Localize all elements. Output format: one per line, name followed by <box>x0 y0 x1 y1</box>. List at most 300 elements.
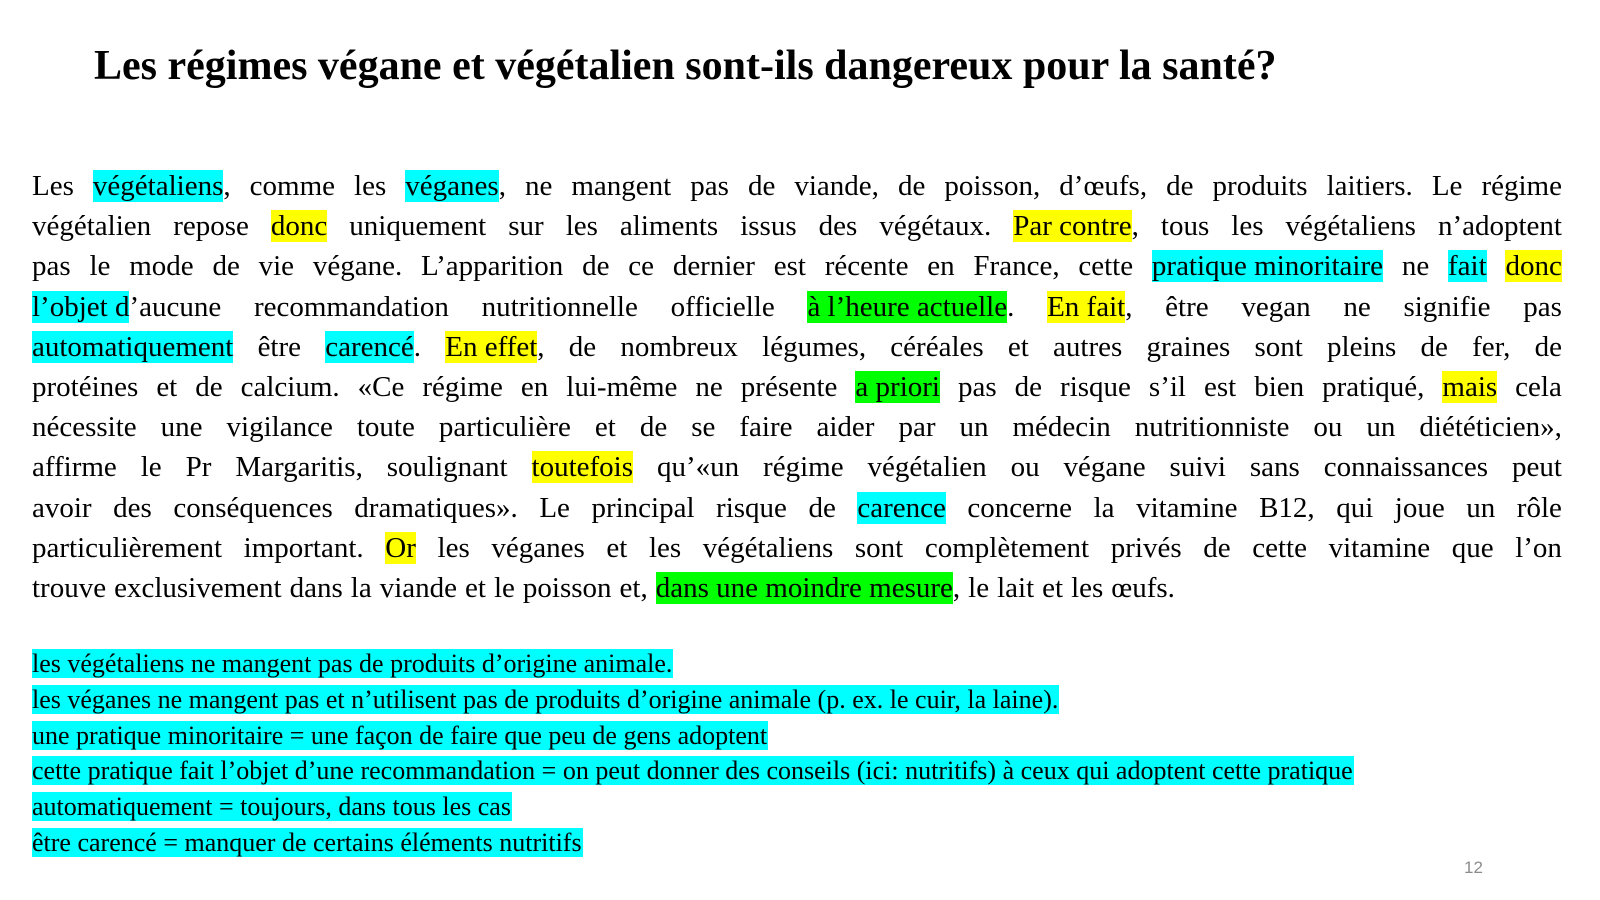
paragraph-word <box>1135 407 1290 447</box>
paragraph-word <box>532 447 634 487</box>
text-segment: être <box>1165 290 1209 323</box>
text-segment: le <box>968 571 990 604</box>
paragraph-word <box>421 246 563 286</box>
glossary-line <box>32 682 1572 718</box>
vocabulary-glossary <box>32 646 1572 861</box>
text-segment: dramatiques». <box>354 491 518 524</box>
text-segment: particulièrement <box>32 531 223 564</box>
paragraph-line <box>32 447 1562 487</box>
paragraph-word <box>186 447 212 487</box>
text-segment: vitamine <box>1328 531 1431 564</box>
paragraph-word <box>1203 528 1230 568</box>
text-segment: régime <box>422 370 503 403</box>
paragraph-word <box>927 246 954 286</box>
text-segment: s’il <box>1148 370 1186 403</box>
text-segment: se <box>691 411 716 444</box>
text-segment: viande <box>379 571 458 604</box>
paragraph-word <box>1442 367 1497 407</box>
paragraph-word <box>1313 407 1342 447</box>
text-segment: vitamine <box>1136 491 1238 524</box>
text-segment: recommandation <box>253 290 449 323</box>
text-segment: le <box>89 250 111 283</box>
text-segment: protéines <box>32 370 139 403</box>
text-segment: végétaux. <box>879 210 992 243</box>
paragraph-word <box>774 246 806 286</box>
glossary-line <box>32 753 1572 789</box>
glossary-line <box>32 789 1572 825</box>
text-segment: pratiqué, <box>1322 370 1425 403</box>
word-gap <box>457 568 465 608</box>
paragraph-line <box>32 407 1562 447</box>
text-segment: végétalien <box>867 451 987 484</box>
text-segment: de <box>568 330 597 363</box>
paragraph-word <box>1015 367 1042 407</box>
paragraph-word <box>879 206 991 246</box>
text-segment: de <box>808 491 836 524</box>
text-segment: ’aucune <box>129 290 222 323</box>
text-segment: est <box>1203 370 1237 403</box>
paragraph-word <box>1421 327 1448 367</box>
paragraph-word <box>445 327 544 367</box>
article-paragraph <box>32 166 1562 608</box>
paragraph-word <box>1403 287 1490 327</box>
text-segment: , <box>223 170 231 202</box>
text-segment: ne <box>1401 250 1430 283</box>
word-gap <box>343 568 351 608</box>
paragraph-word <box>591 488 694 528</box>
text-segment: aider <box>816 411 875 444</box>
text-segment: œufs. <box>1111 571 1175 604</box>
highlighted-term: carence <box>857 491 946 524</box>
text-segment: rôle <box>1516 491 1562 524</box>
paragraph-word <box>944 166 1040 206</box>
text-segment: être <box>257 330 302 363</box>
paragraph-word <box>1515 367 1562 407</box>
paragraph-word <box>354 166 386 206</box>
paragraph-word <box>482 287 638 327</box>
text-segment: toute <box>356 411 415 444</box>
paragraph-word <box>1466 488 1495 528</box>
paragraph-word <box>640 407 667 447</box>
text-segment: nutritionniste <box>1134 411 1290 444</box>
text-segment: en <box>520 370 549 403</box>
paragraph-word <box>1013 206 1139 246</box>
paragraph-word <box>997 568 1034 608</box>
text-segment: un <box>1366 411 1396 444</box>
text-segment: mode <box>129 250 194 283</box>
text-segment: risque <box>716 491 787 524</box>
text-segment: n’adoptent <box>1437 210 1562 243</box>
highlighted-term: carencé <box>325 330 414 363</box>
paragraph-word <box>1448 246 1487 286</box>
text-segment: viande, <box>794 170 879 202</box>
paragraph-word <box>958 367 997 407</box>
paragraph-line <box>32 367 1562 407</box>
paragraph-line <box>32 206 1562 246</box>
paragraph-word <box>569 327 596 367</box>
text-segment: et <box>594 411 616 444</box>
text-segment: B12, <box>1259 491 1315 524</box>
text-segment: de <box>582 250 610 283</box>
highlighted-term: donc <box>270 210 328 243</box>
glossary-definition: les véganes ne mangent pas et n’utilisent pas de produits d’origine animale (p. ex. le cuir, la laine). <box>32 684 1059 714</box>
text-segment: uniquement <box>349 210 487 243</box>
paragraph-word <box>32 568 106 608</box>
paragraph-word <box>959 407 988 447</box>
text-segment: Les <box>32 170 74 202</box>
paragraph-word <box>244 528 364 568</box>
word-gap <box>1063 568 1071 608</box>
paragraph-word <box>1149 367 1186 407</box>
highlighted-term: a priori <box>855 370 940 403</box>
paragraph-word <box>93 166 231 206</box>
paragraph-word <box>1042 568 1063 608</box>
paragraph-word <box>32 327 233 367</box>
paragraph-word <box>690 166 729 206</box>
paragraph-word <box>703 528 833 568</box>
word-gap <box>648 568 656 608</box>
paragraph-word <box>1011 447 1040 487</box>
glossary-definition: cette pratique fait l’objet d’une recommandation = on peut donner des conseils (ici: nutritifs) à ceux qui adoptent cette pratique <box>32 756 1353 786</box>
paragraph-word <box>521 367 548 407</box>
text-segment: avoir <box>32 491 92 524</box>
paragraph-line <box>32 528 1562 568</box>
text-segment: «Ce <box>357 370 405 403</box>
text-segment: de <box>639 411 668 444</box>
text-segment: pas <box>690 170 729 202</box>
text-segment: céréales <box>890 330 984 363</box>
paragraph-word <box>405 166 506 206</box>
paragraph-word <box>741 367 838 407</box>
highlighted-term: véganes <box>405 170 499 202</box>
paragraph-line <box>32 166 1562 206</box>
text-segment: vie <box>258 250 295 283</box>
paragraph-word <box>620 327 738 367</box>
paragraph-word <box>1161 206 1209 246</box>
paragraph-word <box>141 447 162 487</box>
paragraph-word <box>1078 246 1133 286</box>
paragraph-word <box>1060 367 1131 407</box>
glossary-definition: automatiquement = toujours, dans tous les cas <box>32 792 511 822</box>
text-segment: aliments <box>619 210 719 243</box>
word-gap <box>282 568 290 608</box>
text-segment: Le <box>1431 170 1463 202</box>
text-segment: bien <box>1254 370 1305 403</box>
text-segment: de <box>1203 531 1231 564</box>
paragraph-word <box>855 367 940 407</box>
paragraph-word <box>1250 447 1300 487</box>
paragraph-word <box>235 447 363 487</box>
paragraph-word <box>890 327 983 367</box>
text-segment: pleins <box>1327 330 1397 363</box>
text-segment: L’apparition <box>421 250 564 283</box>
paragraph-word <box>156 367 177 407</box>
text-segment: récente <box>824 250 909 283</box>
text-segment: privés <box>1110 531 1182 564</box>
text-segment: ce <box>628 250 655 283</box>
text-segment: les <box>354 170 387 202</box>
paragraph-word <box>691 407 715 447</box>
paragraph-word <box>227 407 333 447</box>
paragraph-word <box>290 568 343 608</box>
paragraph-word <box>1515 528 1562 568</box>
word-gap <box>486 568 494 608</box>
text-segment: vigilance <box>226 411 333 444</box>
text-segment: cette <box>1252 531 1307 564</box>
text-segment: risque <box>1060 370 1131 403</box>
page-number: 12 <box>1464 858 1483 877</box>
text-segment: et <box>465 571 486 604</box>
text-segment: de <box>1014 370 1043 403</box>
paragraph-word <box>1241 287 1310 327</box>
paragraph-word <box>855 528 903 568</box>
text-segment: faire <box>739 411 793 444</box>
highlighted-term: mais <box>1442 370 1498 403</box>
paragraph-word <box>250 166 335 206</box>
text-segment: un <box>959 411 989 444</box>
text-segment: pas <box>957 370 997 403</box>
slide-title: Les régimes végane et végétalien sont-ils dangereux pour la santé? <box>94 43 1277 89</box>
text-segment: et, <box>619 571 648 604</box>
text-segment: . <box>413 330 422 363</box>
text-segment: Pr <box>185 451 212 484</box>
paragraph-word <box>212 246 239 286</box>
paragraph-word <box>566 206 598 246</box>
text-segment: l’on <box>1515 531 1562 564</box>
paragraph-word <box>358 367 405 407</box>
glossary-line <box>32 825 1572 861</box>
text-segment: régime <box>1481 170 1562 202</box>
paragraph-word <box>494 568 515 608</box>
paragraph-word <box>1322 367 1424 407</box>
text-segment: d’œufs, <box>1059 170 1148 202</box>
word-gap <box>1034 568 1042 608</box>
highlighted-term: toutefois <box>531 451 634 484</box>
paragraph-line <box>32 327 1562 367</box>
paragraph-word <box>271 206 327 246</box>
paragraph-word <box>173 206 249 246</box>
paragraph-word <box>32 367 138 407</box>
paragraph-word <box>32 528 222 568</box>
text-segment: cette <box>1078 250 1134 283</box>
text-segment: affirme <box>32 451 117 484</box>
text-segment: en <box>927 250 955 283</box>
text-segment: nombreux <box>620 330 738 363</box>
paragraph-word <box>1064 447 1146 487</box>
text-segment: diététicien», <box>1419 411 1562 444</box>
paragraph-line <box>32 488 1562 528</box>
text-segment: qu’«un <box>656 451 740 484</box>
text-segment: que <box>1451 531 1494 564</box>
highlighted-term: En effet <box>445 330 538 363</box>
text-segment: la <box>1093 491 1115 524</box>
paragraph-word <box>671 287 775 327</box>
paragraph-word <box>1259 488 1315 528</box>
text-segment: de <box>897 170 926 202</box>
paragraph-word <box>1165 287 1208 327</box>
paragraph-line <box>32 287 1562 327</box>
text-segment: trouve <box>32 571 107 604</box>
text-segment: . <box>1007 290 1015 323</box>
paragraph-word <box>867 447 986 487</box>
text-segment: fer, <box>1472 330 1511 363</box>
word-gap <box>372 568 380 608</box>
paragraph-word <box>1452 528 1494 568</box>
text-segment: pas <box>1523 290 1562 323</box>
paragraph-word <box>1366 407 1395 447</box>
paragraph-word <box>716 488 787 528</box>
paragraph-word <box>385 528 416 568</box>
paragraph-word <box>32 246 71 286</box>
paragraph-word <box>657 447 739 487</box>
paragraph-word <box>582 246 609 286</box>
text-segment: produits <box>1212 170 1308 202</box>
text-segment: sont <box>1254 330 1303 363</box>
paragraph-word <box>1111 568 1175 608</box>
text-segment: les <box>437 531 470 564</box>
paragraph-word <box>673 246 755 286</box>
text-segment: et <box>1042 571 1064 604</box>
paragraph-word <box>32 287 221 327</box>
paragraph-word <box>1481 166 1562 206</box>
text-segment: le <box>140 451 162 484</box>
paragraph-word <box>1432 166 1463 206</box>
text-segment: nutritionnelle <box>481 290 638 323</box>
text-segment: est <box>773 250 806 283</box>
text-segment: calcium. <box>240 370 340 403</box>
text-segment: ne <box>1343 290 1371 323</box>
text-segment: important. <box>243 531 364 564</box>
paragraph-word <box>571 166 671 206</box>
glossary-line <box>32 646 1572 682</box>
paragraph-line <box>32 568 1562 608</box>
text-segment: de <box>195 370 223 403</box>
text-segment: végane <box>1063 451 1146 484</box>
highlighted-term: à l’heure actuelle <box>807 290 1008 323</box>
paragraph-word <box>898 166 925 206</box>
text-segment: médecin <box>1012 411 1111 444</box>
text-segment: sans <box>1249 451 1300 484</box>
text-segment: vegan <box>1241 290 1311 323</box>
paragraph-line <box>32 246 1562 286</box>
paragraph-word <box>32 407 137 447</box>
paragraph-word <box>973 246 1059 286</box>
paragraph-word <box>1402 246 1429 286</box>
paragraph-word <box>595 407 616 447</box>
text-segment: suivi <box>1169 451 1226 484</box>
paragraph-word <box>113 488 152 528</box>
paragraph-word <box>1071 568 1103 608</box>
text-segment: de <box>747 170 776 202</box>
paragraph-word <box>32 206 151 246</box>
word-gap <box>106 568 114 608</box>
paragraph-word <box>387 447 508 487</box>
highlighted-term: automatiquement <box>32 330 234 363</box>
text-segment: et <box>606 531 628 564</box>
paragraph-word <box>620 568 648 608</box>
paragraph-word <box>1327 166 1413 206</box>
paragraph-word <box>349 206 486 246</box>
text-segment: lait <box>997 571 1035 604</box>
paragraph-word <box>898 407 935 447</box>
paragraph-word <box>325 327 421 367</box>
paragraph-word <box>967 488 1072 528</box>
text-segment: complètement <box>924 531 1090 564</box>
text-segment: particulière <box>438 411 571 444</box>
text-segment: exclusivement <box>114 571 282 604</box>
text-segment: joue <box>1394 491 1445 524</box>
paragraph-word <box>354 488 517 528</box>
paragraph-word <box>1166 166 1193 206</box>
paragraph-word <box>857 488 946 528</box>
paragraph-word <box>258 327 301 367</box>
text-segment: conséquences <box>173 491 333 524</box>
text-segment: dernier <box>672 250 755 283</box>
text-segment: , <box>1131 210 1139 243</box>
paragraph-word <box>357 407 415 447</box>
paragraph-word <box>1438 206 1562 246</box>
paragraph-word <box>1136 488 1237 528</box>
paragraph-word <box>816 407 874 447</box>
text-segment: et <box>1007 330 1029 363</box>
paragraph-word <box>438 528 470 568</box>
paragraph-word <box>1053 327 1122 367</box>
paragraph-word <box>1512 447 1562 487</box>
text-segment: par <box>898 411 936 444</box>
highlighted-term: donc <box>1505 250 1562 283</box>
text-segment: les <box>1071 571 1104 604</box>
paragraph-word <box>695 367 722 407</box>
paragraph-word <box>794 166 879 206</box>
paragraph-word <box>259 246 294 286</box>
paragraph-word <box>465 568 486 608</box>
paragraph-word <box>762 327 866 367</box>
paragraph-word <box>1329 528 1430 568</box>
paragraph-word <box>819 206 858 246</box>
paragraph-word <box>241 367 340 407</box>
paragraph-word <box>1254 367 1304 407</box>
text-segment: véganes <box>491 531 585 564</box>
paragraph-word <box>1147 327 1231 367</box>
text-segment: le <box>493 571 515 604</box>
paragraph-word <box>1059 166 1147 206</box>
text-segment: végane. <box>312 250 403 283</box>
text-segment: Margaritis, <box>235 451 363 484</box>
word-gap <box>960 568 968 608</box>
paragraph-word <box>620 206 718 246</box>
highlighted-term: végétaliens <box>92 170 224 202</box>
highlighted-term: Or <box>385 531 416 564</box>
paragraph-word <box>439 407 571 447</box>
paragraph-word <box>1170 447 1226 487</box>
text-segment: concerne <box>967 491 1073 524</box>
text-segment: de <box>1420 330 1448 363</box>
word-gap <box>612 568 620 608</box>
text-segment: dans <box>289 571 343 604</box>
paragraph-word <box>1472 327 1510 367</box>
paragraph-word <box>539 488 570 528</box>
text-segment: nécessite <box>32 411 137 444</box>
text-segment: tous <box>1160 210 1210 243</box>
text-segment: végétaliens <box>1285 210 1416 243</box>
paragraph-word <box>763 447 844 487</box>
text-segment: , <box>952 571 961 604</box>
paragraph-word <box>1336 488 1373 528</box>
text-segment: , <box>498 170 506 202</box>
paragraph-word <box>1523 287 1562 327</box>
paragraph-word <box>523 568 612 608</box>
paragraph-word <box>1008 327 1029 367</box>
